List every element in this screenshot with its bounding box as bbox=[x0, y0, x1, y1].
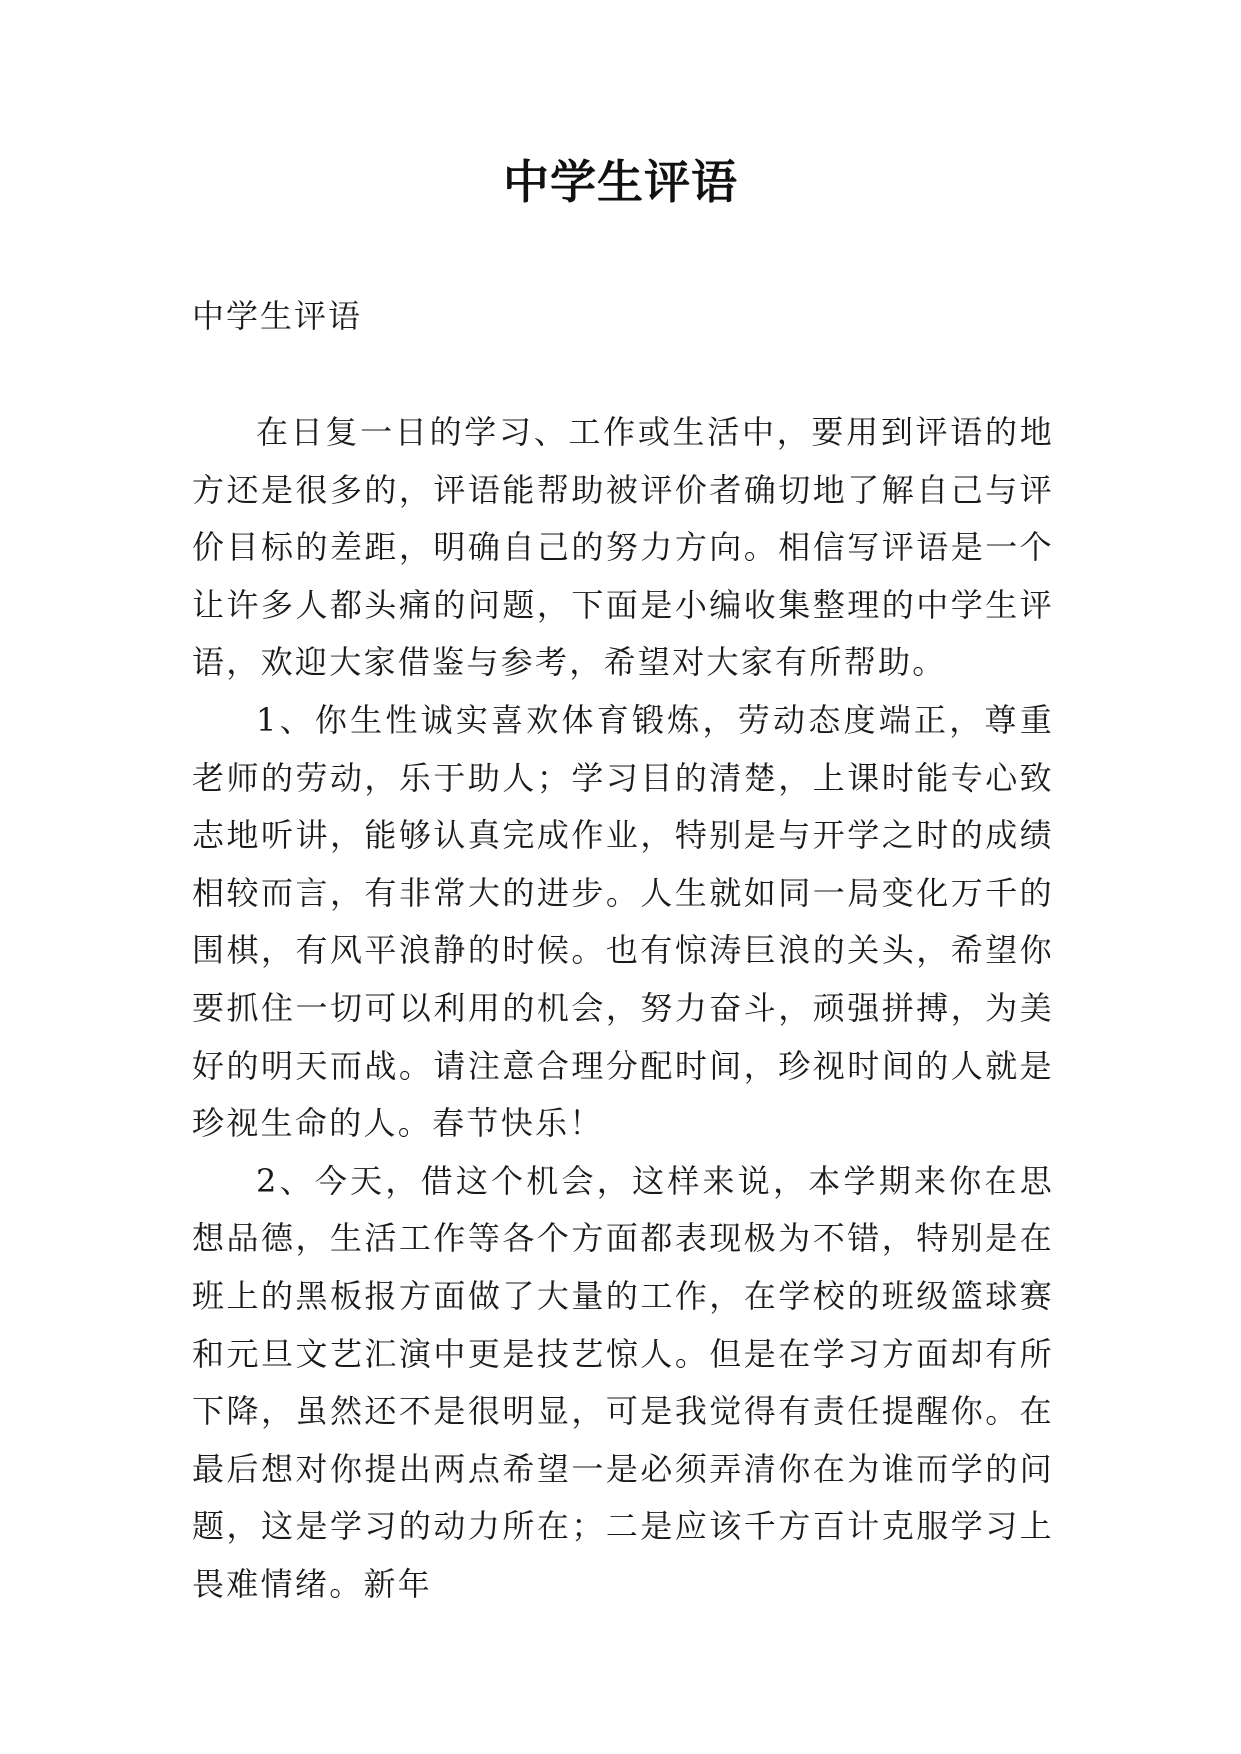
document-subtitle: 中学生评语 bbox=[192, 297, 363, 335]
paragraph-intro: 在日复一日的学习、工作或生活中，要用到评语的地方还是很多的，评语能帮助被评价者确切地了解自己与评价目标的差距，明确自己的努力方向。相信写评语是一个让许多人都头痛的问题，下面是小编收集整理的中学生评语，欢迎大家借鉴与参考，希望对大家有所帮助。 bbox=[192, 413, 1054, 682]
document-body bbox=[192, 404, 1054, 1613]
document-title: 中学生评语 bbox=[503, 155, 738, 209]
paragraph-comment-2: 2、今天，借这个机会，这样来说，本学期来你在思想品德，生活工作等各个方面都表现极为不错，特别是在班上的黑板报方面做了大量的工作，在学校的班级篮球赛和元旦文艺汇演中更是技艺惊人。但是在学习方面却有所下降，虽然还不是很明显，可是我觉得有责任提醒你。在最后想对你提出两点希望一是必须弄清你在为谁而学的问题，这是学习的动力所在；二是应该千方百计克服学习上畏难情绪。新年 bbox=[192, 1161, 1054, 1603]
paragraph-comment-1: 1、你生性诚实喜欢体育锻炼，劳动态度端正，尊重老师的劳动，乐于助人；学习目的清楚，上课时能专心致志地听讲，能够认真完成作业，特别是与开学之时的成绩相较而言，有非常大的进步。人生就如同一局变化万千的围棋，有风平浪静的时候。也有惊涛巨浪的关头，希望你要抓住一切可以利用的机会，努力奋斗，顽强拼搏，为美好的明天而战。请注意合理分配时间，珍视时间的人就是珍视生命的人。春节快乐！ bbox=[192, 700, 1054, 1143]
